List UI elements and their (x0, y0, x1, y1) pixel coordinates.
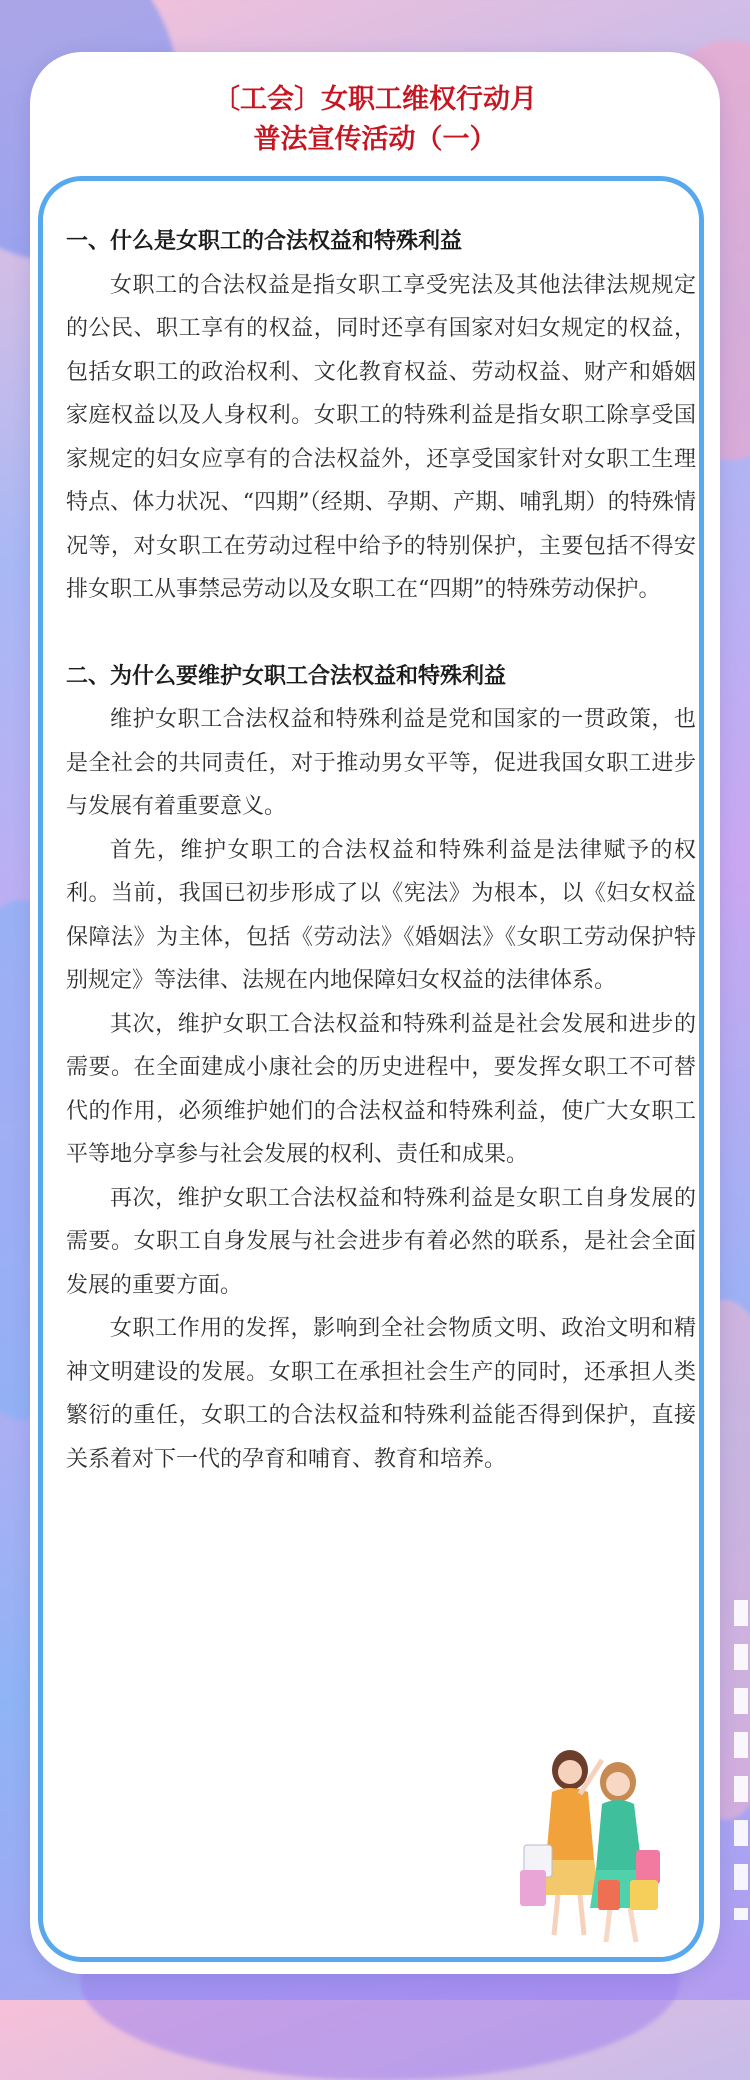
paragraph: 女职工的合法权益是指女职工享受宪法及其他法律法规规定的公民、职工享有的权益，同时还享有国家对妇女规定的权益，包括女职工的政治权利、文化教育权益、劳动权益、财产和婚姻家庭权益以及人身权利。女职工的特殊利益是指女职工除享受国家规定的妇女应享有的合法权益外，还享受国家针对女职工生理特点、体力状况、“四期”（经期、孕期、产期、哺乳期）的特殊情况等，对女职工在劳动过程中给予的特别保护，主要包括不得安排女职工从事禁忌劳动以及女职工在“四期”的特殊劳动保护。 (66, 272, 696, 602)
paragraph: 女职工作用的发挥，影响到全社会物质文明、政治文明和精神文明建设的发展。女职工在承担社会生产的同时，还承担人类繁衍的重任，女职工的合法权益和特殊利益能否得到保护，直接关系着对下一代的孕育和哺育、教育和培养。 (66, 1316, 696, 1472)
title-line-1: 〔工会〕女职工维权行动月 (213, 84, 537, 115)
decorative-dashes (734, 1600, 748, 1920)
paragraph: 再次，维护女职工合法权益和特殊利益是女职工自身发展的需要。女职工自身发展与社会进步有着必然的联系，是社会全面发展的重要方面。 (66, 1185, 696, 1298)
paragraph: 维护女职工合法权益和特殊利益是党和国家的一贯政策，也是全社会的共同责任，对于推动男女平等，促进我国女职工进步与发展有着重要意义。 (66, 707, 696, 819)
section-heading: 二、为什么要维护女职工合法权益和特殊利益 (66, 663, 507, 689)
section-1 (66, 220, 696, 612)
title-line-2: 普法宣传活动（一） (253, 124, 497, 155)
section-heading: 一、什么是女职工的合法权益和特殊利益 (66, 229, 463, 254)
section-2 (66, 655, 696, 1482)
article-body (66, 220, 696, 1481)
section-spacer (66, 612, 696, 655)
paragraph: 其次，维护女职工合法权益和特殊利益是社会发展和进步的需要。在全面建成小康社会的历史进程中，要发挥女职工不可替代的作用，必须维护她们的合法权益和特殊利益，使广大女职工平等地分享参与社会发展的权利、责任和成果。 (66, 1011, 696, 1167)
paragraph: 首先，维护女职工的合法权益和特殊利益是法律赋予的权利。当前，我国已初步形成了以《宪法》为根本，以《妇女权益保障法》为主体，包括《劳动法》《婚姻法》《女职工劳动保护特别规定》等法律、法规在内地保障妇女权益的法律体系。 (66, 837, 696, 993)
two-women-shopping-illustration (510, 1730, 670, 1950)
page-title (30, 80, 720, 160)
